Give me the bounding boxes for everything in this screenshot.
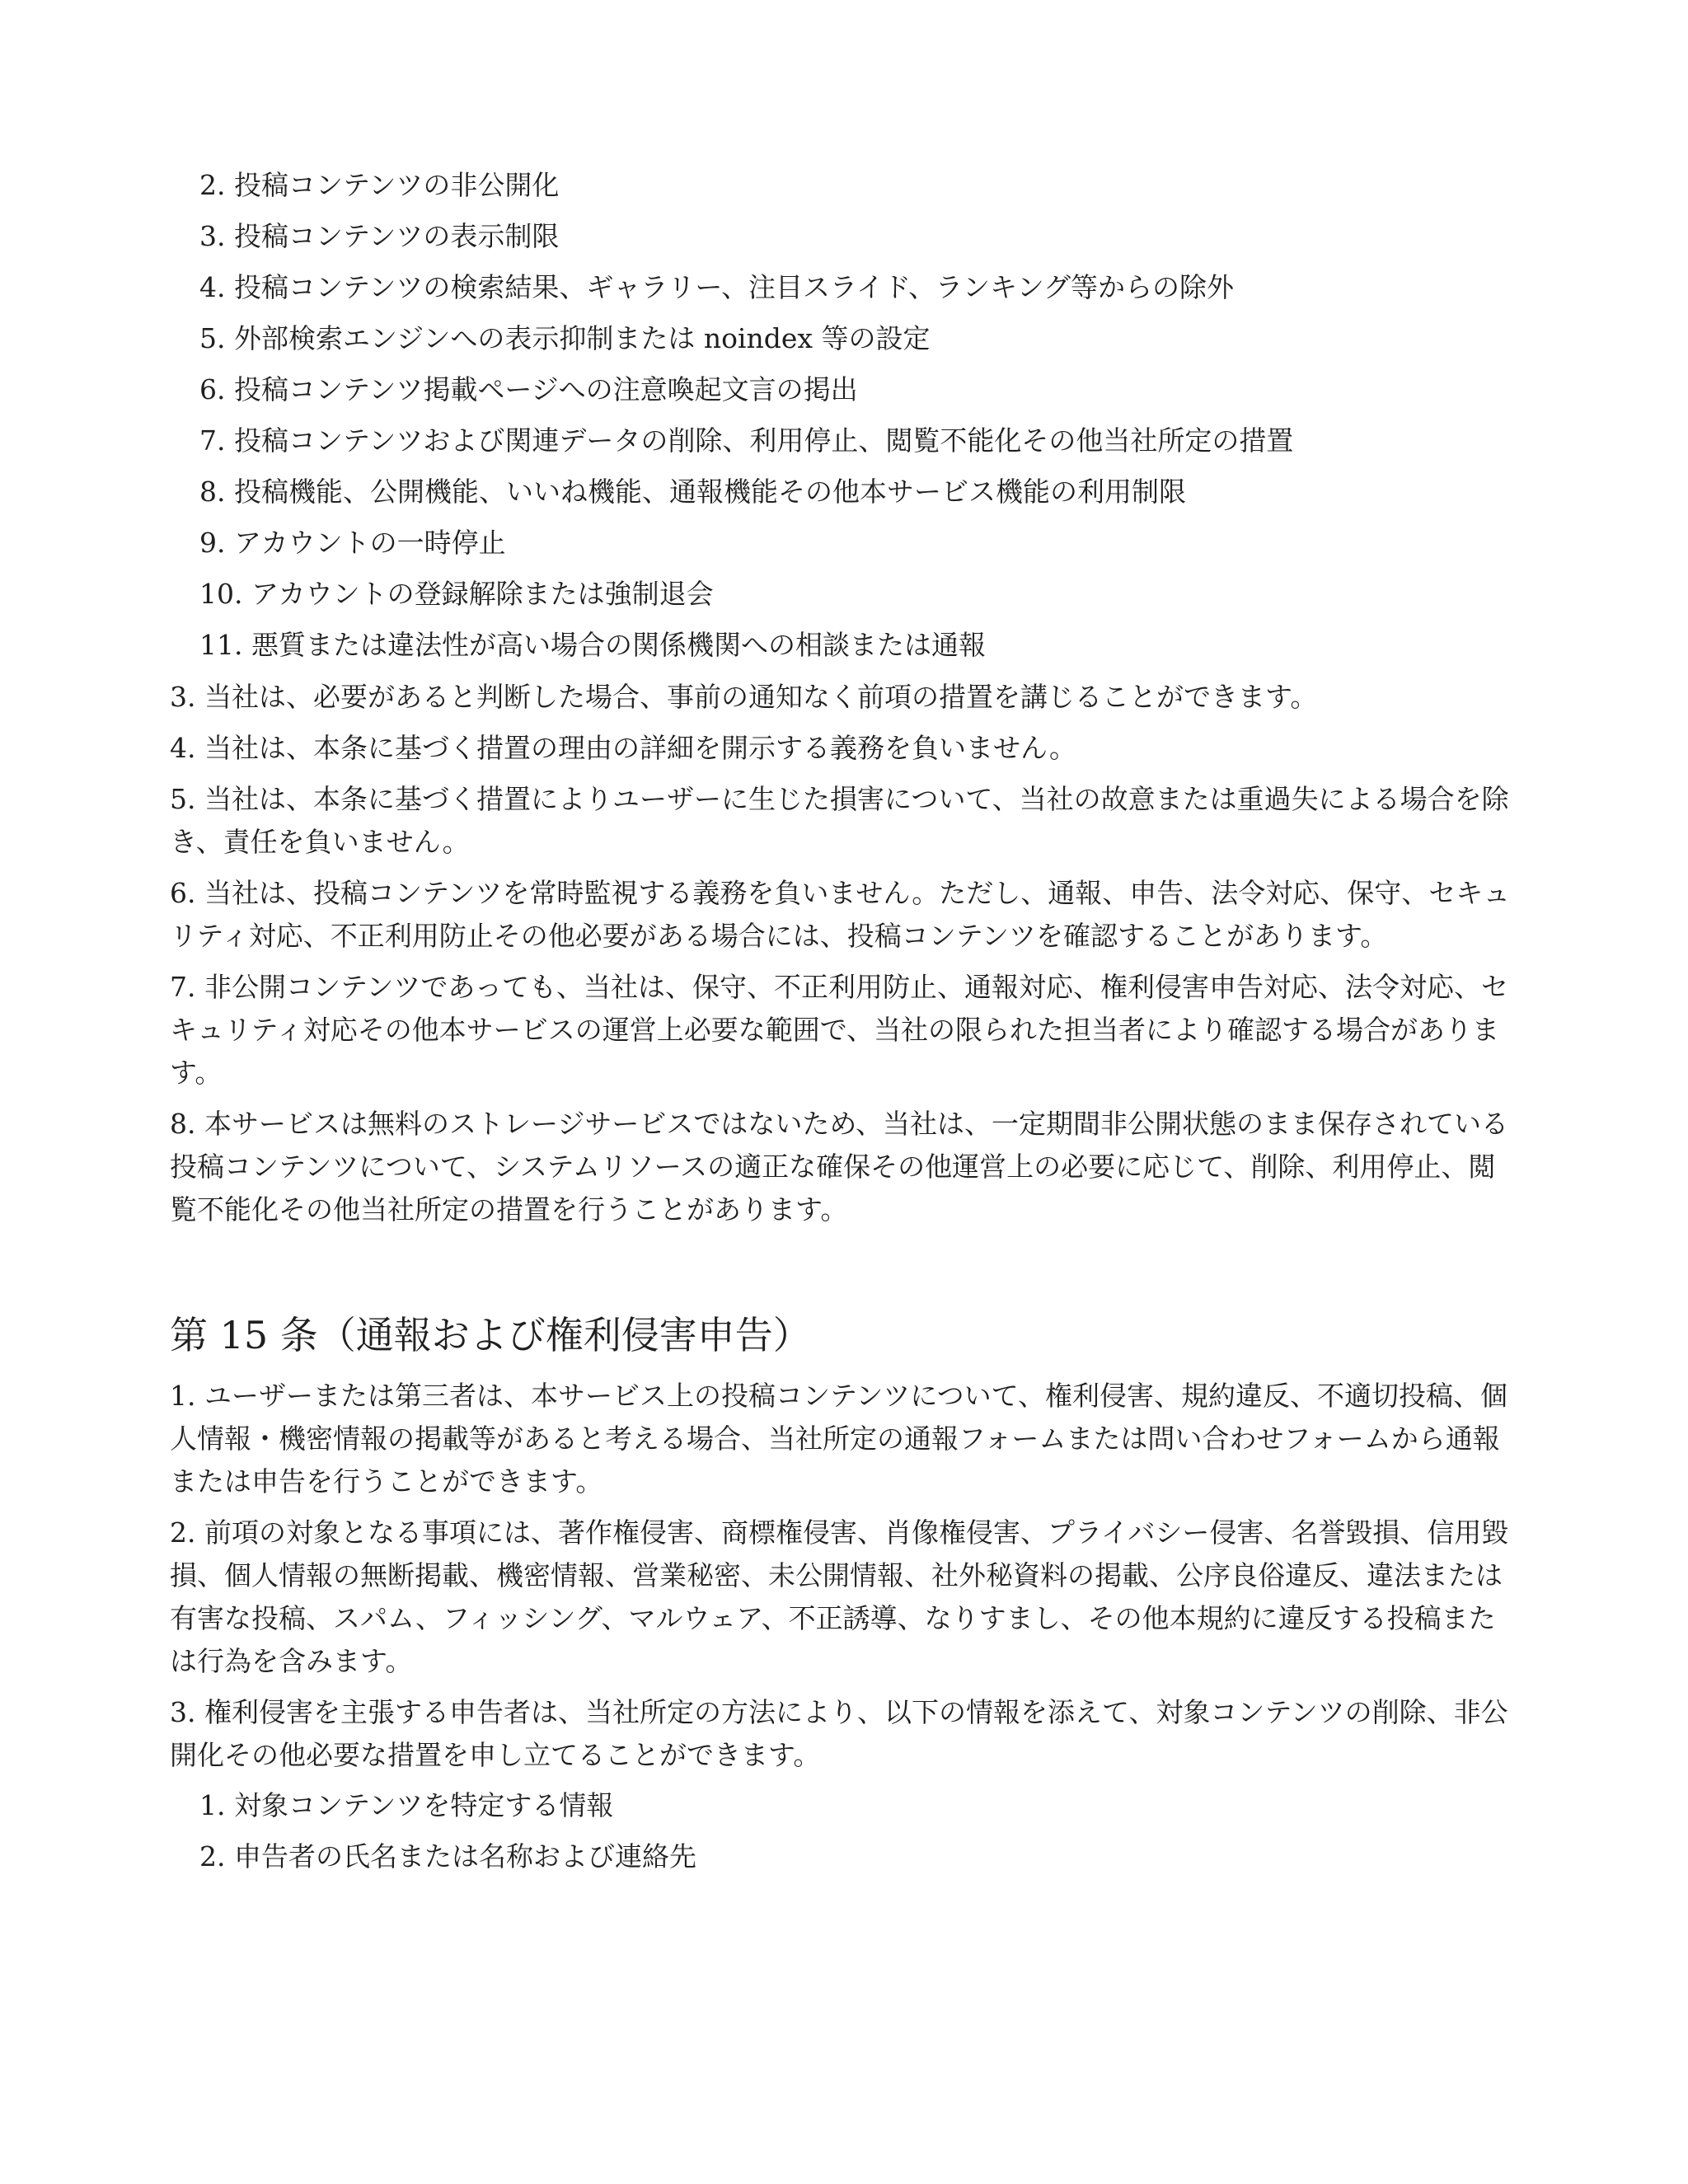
measures-list [199,165,1522,676]
report-info-list [199,1785,1522,1887]
list-item: 4. 投稿コンテンツの検索結果、ギャラリー、注目スライド、ランキング等からの除外 [199,271,1235,303]
clause-paragraph: 6. 当社は、投稿コンテンツを常時監視する義務を負いません。ただし、通報、申告、法令対応、保守、セキュリティ対応、不正利用防止その他必要がある場合には、投稿コンテンツを確認することがあります。 [170,877,1511,952]
list-item: 9. アカウントの一時停止 [199,527,506,559]
clause-paragraph: 7. 非公開コンテンツであっても、当社は、保守、不正利用防止、通報対応、権利侵害申告対応、法令対応、セキュリティ対応その他本サービスの運営上必要な範囲で、当社の限られた担当者により確認する場合があります。 [170,971,1508,1089]
article-heading: 第 15 条（通報および権利侵害申告） [170,1313,811,1357]
list-item: 2. 投稿コンテンツの非公開化 [199,169,560,201]
list-item: 1. 対象コンテンツを特定する情報 [199,1789,614,1821]
clause-paragraph: 3. 当社は、必要があると判断した場合、事前の通知なく前項の措置を講じることができます。 [170,681,1318,713]
list-item: 2. 申告者の氏名または名称および連絡先 [199,1840,696,1872]
document-body [170,165,1522,1887]
clause-paragraph: 4. 当社は、本条に基づく措置の理由の詳細を開示する義務を負いません。 [170,732,1076,764]
list-item: 5. 外部検索エンジンへの表示抑制または noindex 等の設定 [199,322,931,354]
list-item: 7. 投稿コンテンツおよび関連データの削除、利用停止、閲覧不能化その他当社所定の措置 [199,424,1294,457]
clause-paragraph: 1. ユーザーまたは第三者は、本サービス上の投稿コンテンツについて、権利侵害、規約違反、不適切投稿、個人情報・機密情報の掲載等があると考える場合、当社所定の通報フォームまたは問い合わせフォームから通報または申告を行うことができます。 [170,1380,1508,1497]
clause-paragraph: 2. 前項の対象となる事項には、著作権侵害、商標権侵害、肖像権侵害、プライバシー侵害、名誉毀損、信用毀損、個人情報の無断掲載、機密情報、営業秘密、未公開情報、社外秘資料の掲載、公序良俗違反、違法または有害な投稿、スパム、フィッシング、マルウェア、不正誘導、なりすまし、その他本規約に違反する投稿または行為を含みます。 [170,1516,1509,1677]
list-item: 6. 投稿コンテンツ掲載ページへの注意喚起文言の掲出 [199,373,858,405]
clause-paragraph: 8. 本サービスは無料のストレージサービスではないため、当社は、一定期間非公開状態のまま保存されている投稿コンテンツについて、システムリソースの適正な確保その他運営上の必要に応じて、削除、利用停止、閲覧不能化その他当社所定の措置を行うことがあります。 [170,1108,1508,1226]
list-item: 11. 悪質または違法性が高い場合の関係機関への相談または通報 [199,629,986,661]
clause-paragraph: 3. 権利侵害を主張する申告者は、当社所定の方法により、以下の情報を添えて、対象コンテンツの削除、非公開化その他必要な措置を申し立てることができます。 [170,1696,1508,1771]
list-item: 3. 投稿コンテンツの表示制限 [199,220,560,252]
list-item: 10. アカウントの登録解除または強制退会 [199,578,714,610]
clause-paragraph: 5. 当社は、本条に基づく措置によりユーザーに生じた損害について、当社の故意または重過失による場合を除き、責任を負いません。 [170,783,1509,858]
list-item: 8. 投稿機能、公開機能、いいね機能、通報機能その他本サービス機能の利用制限 [199,476,1186,508]
